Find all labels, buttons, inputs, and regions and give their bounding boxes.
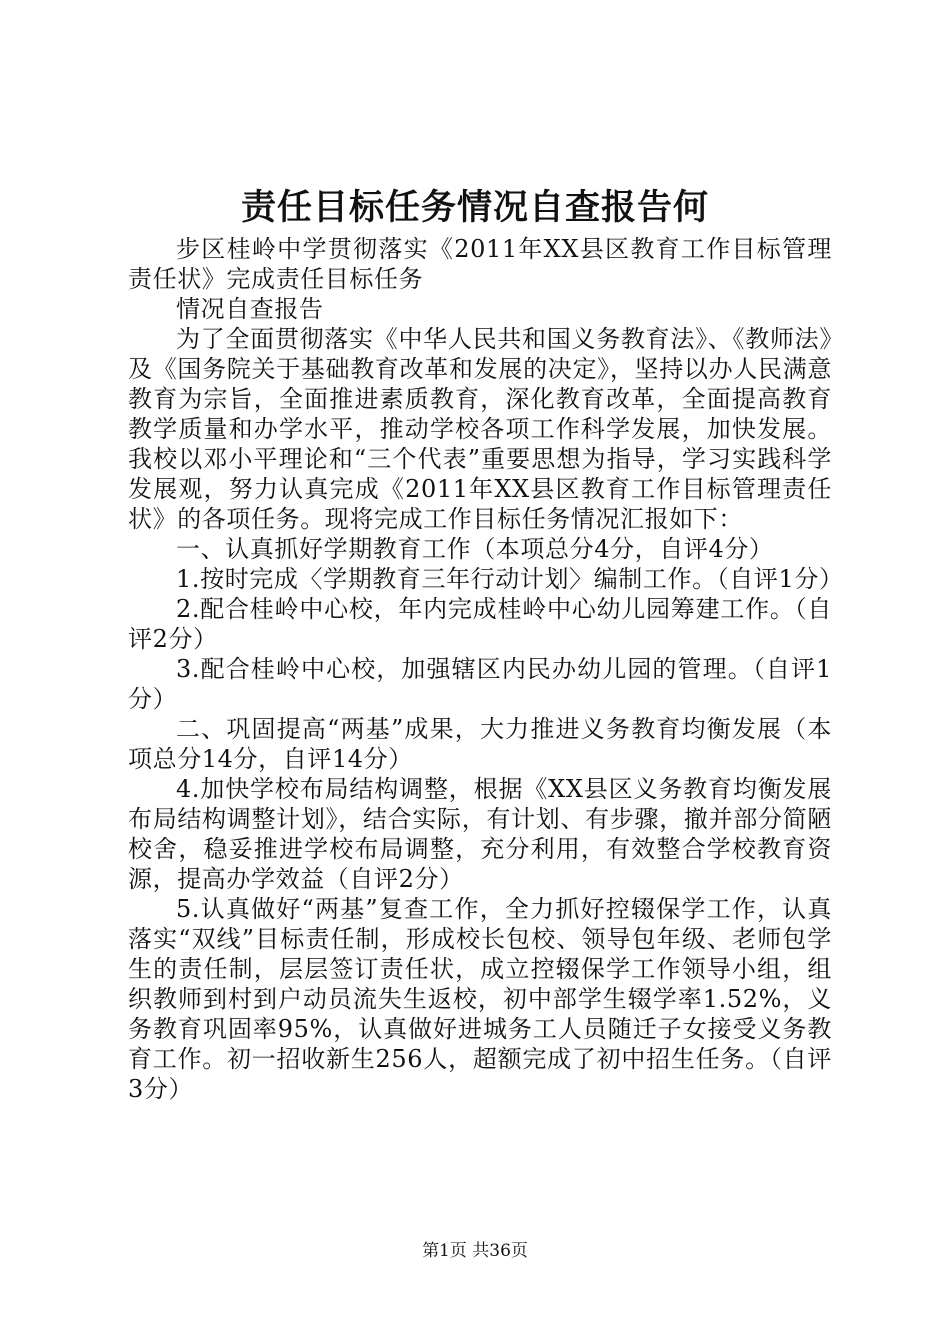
paragraph: 二、巩固提高“两基”成果，大力推进义务教育均衡发展（本项总分14分，自评14分） bbox=[128, 715, 832, 773]
paragraph: 5.认真做好“两基”复查工作，全力抓好控辍保学工作，认真落实“双线”目标责任制，形成校长包校、领导包年级、老师包学生的责任制，层层签订责任状，成立控辍保学工作领导小组，组织教师到村到户动员流失生返校，初中部学生辍学率1.52%，义务教育巩固率95%，认真做好进城务工人员随迁子女接受义务教育工作。初一招收新生256人，超额完成了初中招生任务。（自评3分） bbox=[128, 895, 832, 1103]
paragraph: 步区桂岭中学贯彻落实《2011年XX县区教育工作目标管理责任状》完成责任目标任务 bbox=[128, 235, 832, 293]
document-body bbox=[128, 234, 844, 1104]
paragraph: 为了全面贯彻落实《中华人民共和国义务教育法》、《教师法》及《国务院关于基础教育改革和发展的决定》，坚持以办人民满意教育为宗旨，全面推进素质教育，深化教育改革，全面提高教育教学质量和办学水平，推动学校各项工作科学发展，加快发展。我校以邓小平理论和“三个代表”重要思想为指导，学习实践科学发展观，努力认真完成《2011年XX县区教育工作目标管理责任状》的各项任务。现将完成工作目标任务情况汇报如下： bbox=[128, 325, 832, 533]
paragraph: 4.加快学校布局结构调整，根据《XX县区义务教育均衡发展布局结构调整计划》，结合实际，有计划、有步骤，撤并部分简陋校舍，稳妥推进学校布局调整，充分利用，有效整合学校教育资源，提高办学效益（自评2分） bbox=[128, 775, 832, 893]
paragraph: 1.按时完成〈学期教育三年行动计划〉编制工作。（自评1分） bbox=[176, 565, 844, 593]
page-footer: 第1页 共36页 bbox=[422, 1241, 528, 1261]
paragraph: 2.配合桂岭中心校，年内完成桂岭中心幼儿园筹建工作。（自评2分） bbox=[128, 595, 832, 653]
paragraph: 一、认真抓好学期教育工作（本项总分4分，自评4分） bbox=[176, 535, 774, 563]
paragraph: 3.配合桂岭中心校，加强辖区内民办幼儿园的管理。（自评1分） bbox=[128, 655, 832, 713]
document-title: 责任目标任务情况自查报告何 bbox=[240, 187, 709, 228]
paragraph: 情况自查报告 bbox=[176, 295, 324, 323]
